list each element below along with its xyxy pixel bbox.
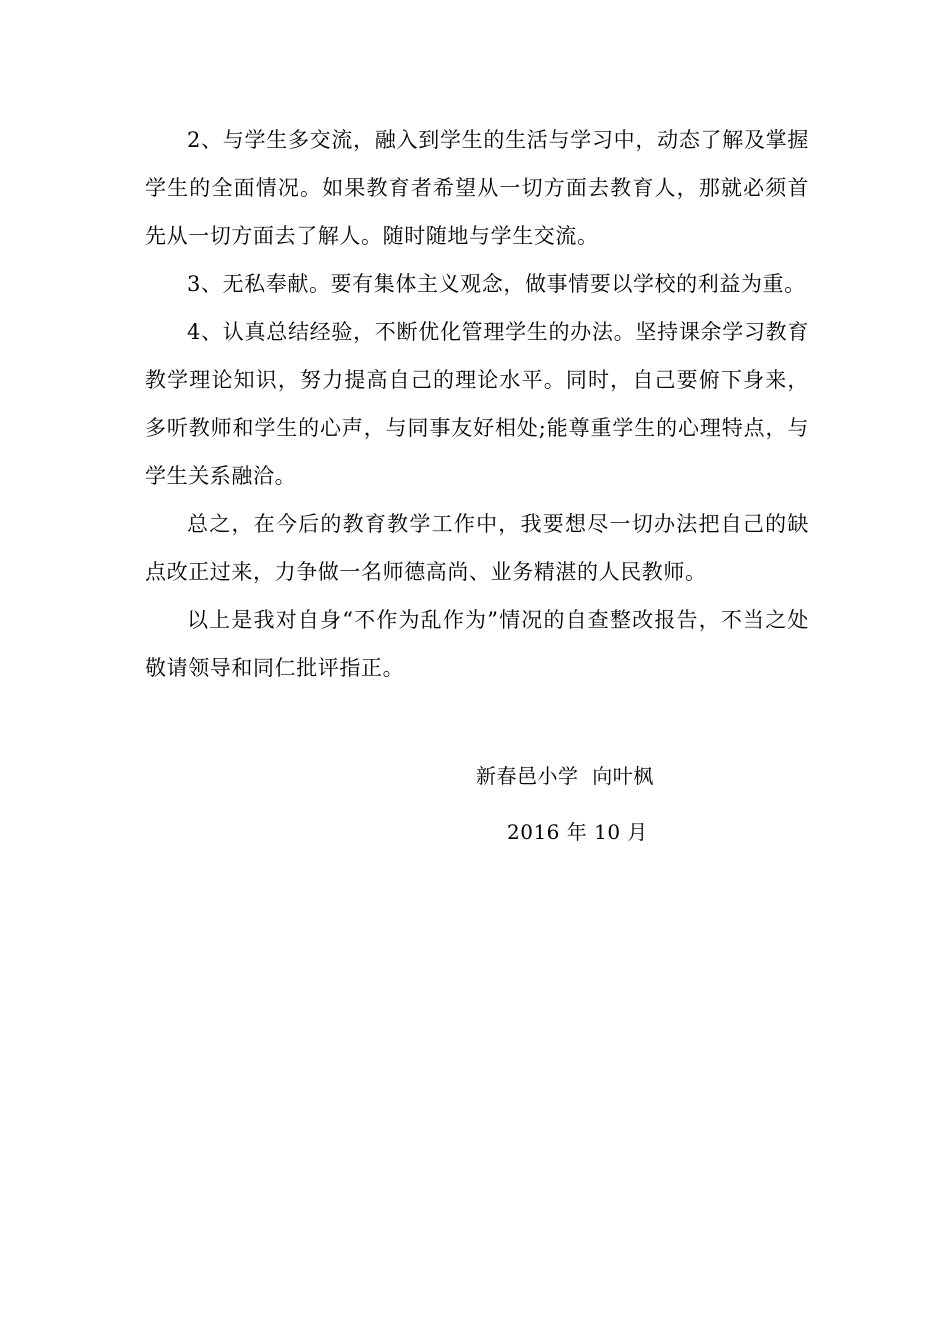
paragraph-experience: 4、认真总结经验，不断优化管理学生的办法。坚持课余学习教育教学理论知识，努力提高自己的理论水平。同时，自己要俯下身来，多听教师和学生的心声，与同事友好相处;能尊重学生的心理特点，与学生关系融洽。: [145, 320, 809, 488]
document-body: [145, 116, 809, 692]
signature-line: 新春邑小学 向叶枫: [476, 764, 654, 788]
paragraph-communication: 2、与学生多交流，融入到学生的生活与学习中，动态了解及掌握学生的全面情况。如果教育者希望从一切方面去教育人，那就必须首先从一切方面去了解人。随时随地与学生交流。: [145, 128, 809, 248]
paragraph-dedication: 3、无私奉献。要有集体主义观念，做事情要以学校的利益为重。: [187, 272, 806, 296]
paragraph-conclusion: 总之，在今后的教育教学工作中，我要想尽一切办法把自己的缺点改正过来，力争做一名师德高尚、业务精湛的人民教师。: [145, 512, 809, 584]
paragraph-closing: 以上是我对自身“不作为乱作为”情况的自查整改报告，不当之处敬请领导和同仁批评指正。: [145, 608, 809, 680]
date-line: 2016 年 10 月: [507, 820, 648, 844]
